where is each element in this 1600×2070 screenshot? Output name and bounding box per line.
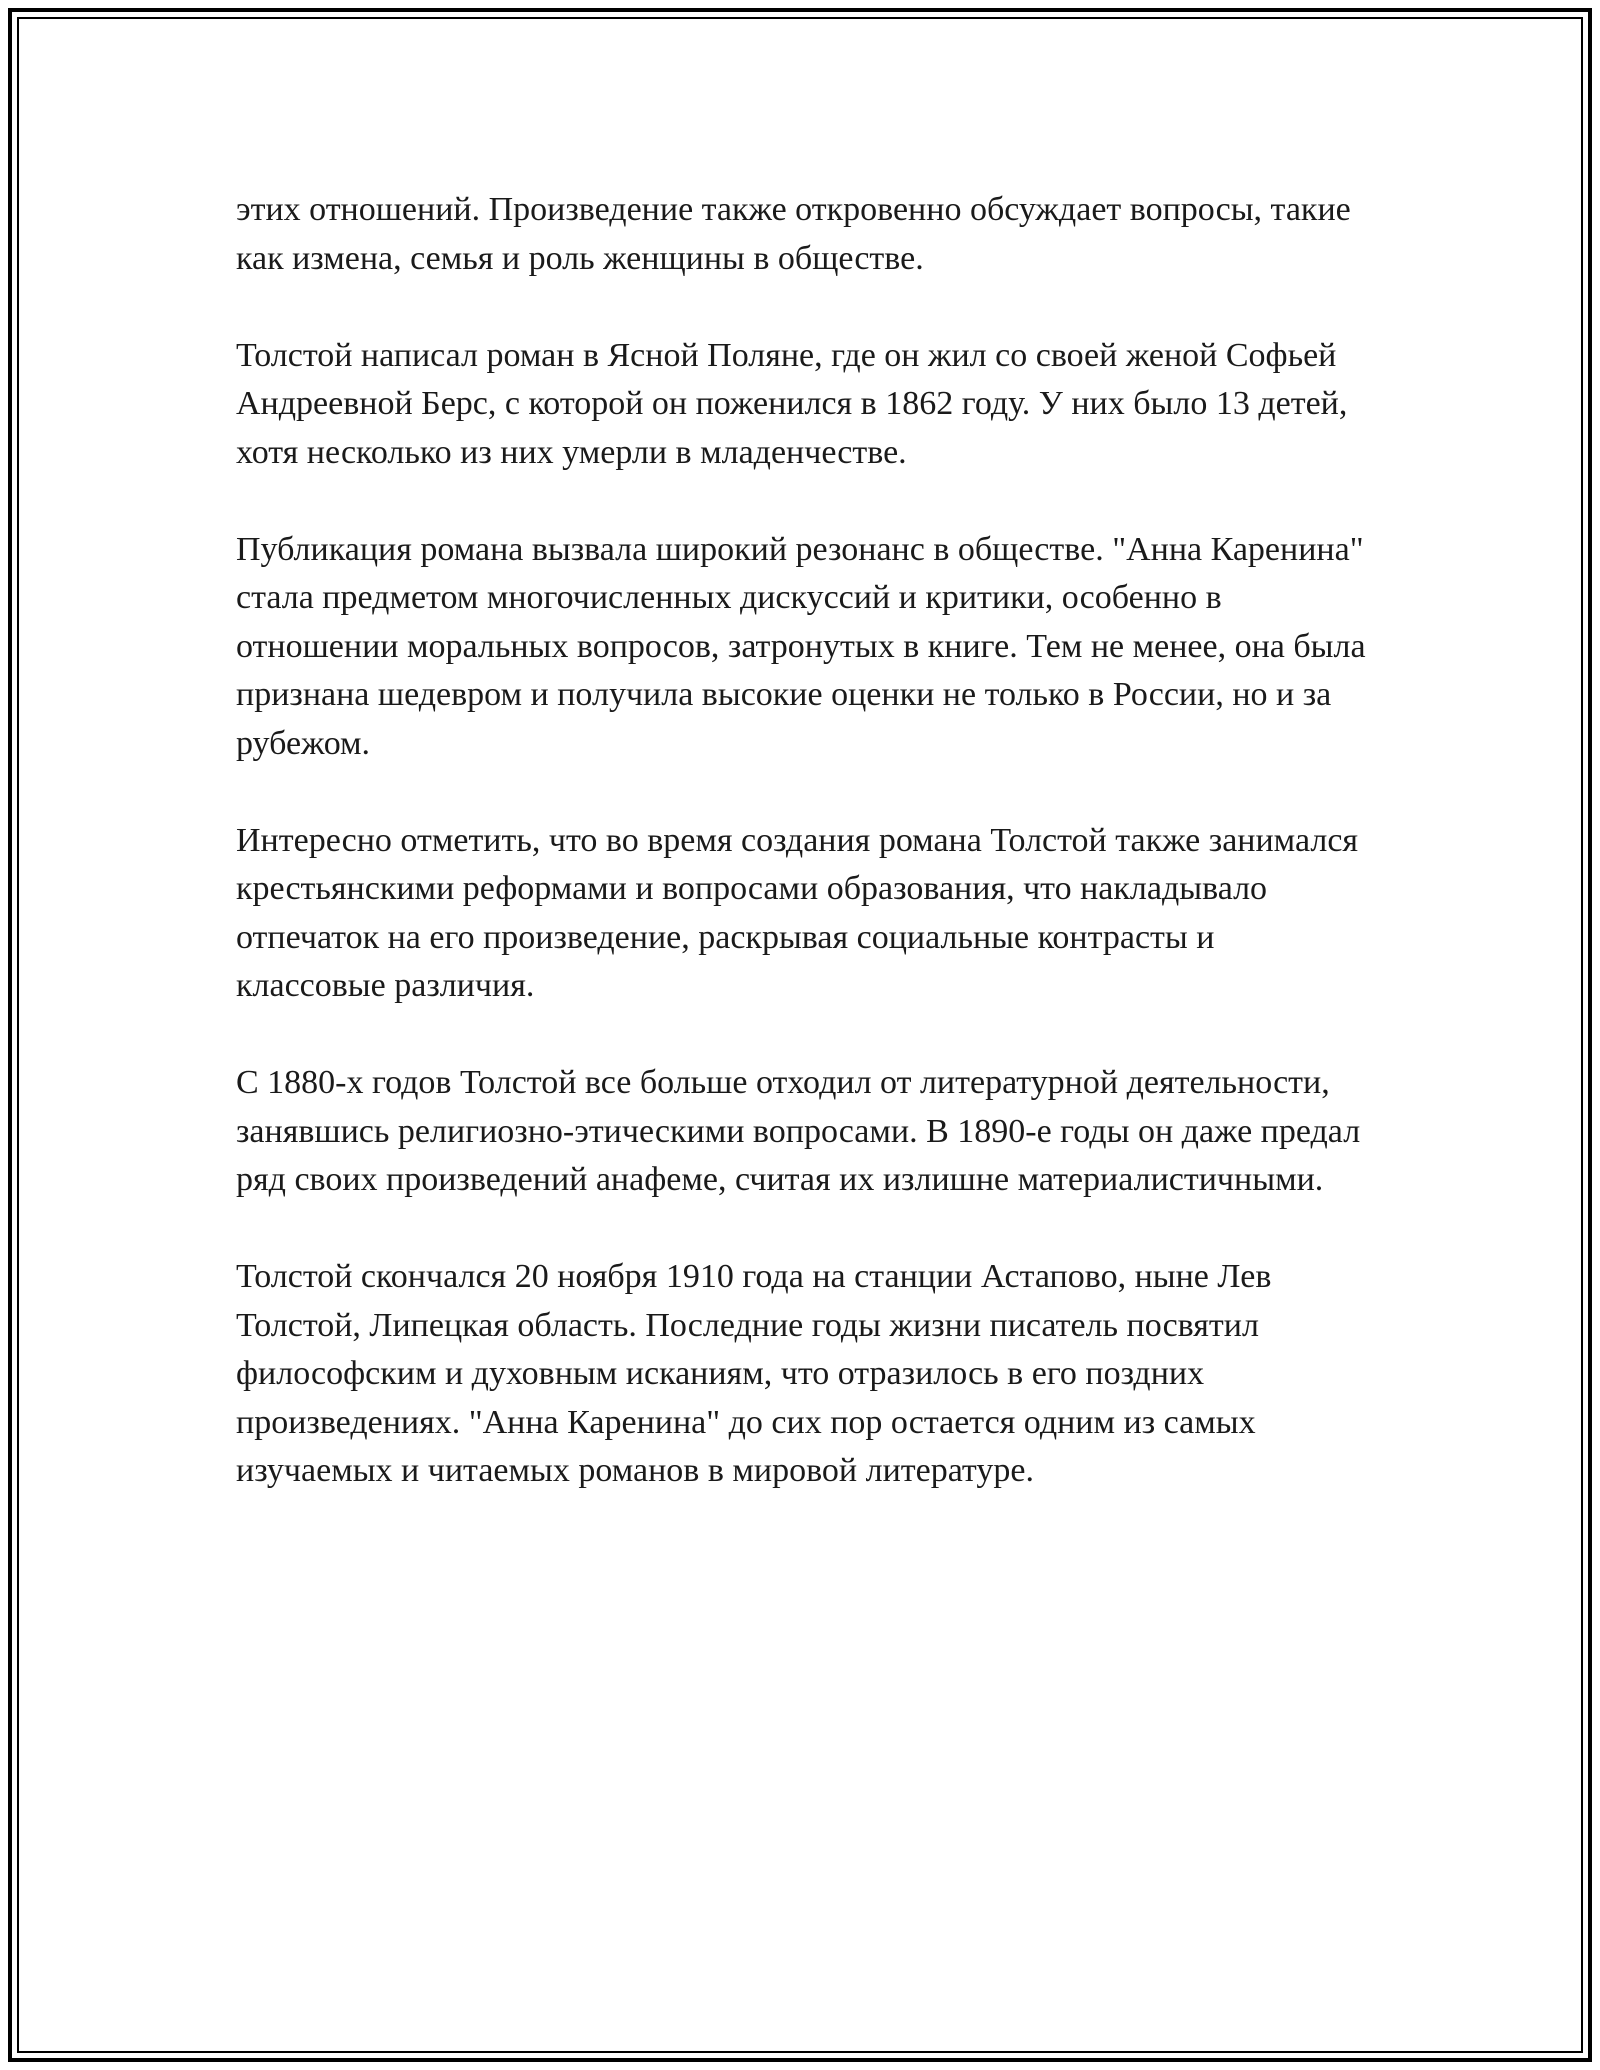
paragraph: Интересно отметить, что во время создания романа Толстой также занимался крестьянскими реформами и вопросами образования, что накладывало отпечаток на его произведение, раскрывая социальные контрасты и классовые различия. bbox=[236, 821, 1359, 1004]
paragraph: Публикация романа вызвала широкий резонанс в обществе. "Анна Каренина" стала предметом многочисленных дискуссий и критики, особенно в отношении моральных вопросов, затронутых в книге. Тем не менее, она была признана шедевром и получила высокие оценки не только в России, но и за рубежом. bbox=[236, 530, 1366, 762]
paragraph: С 1880-х годов Толстой все больше отходил от литературной деятельности, занявшись религиозно-этическими вопросами. В 1890-е годы он даже предал ряд своих произведений анафеме, считая их излишне материалистичными. bbox=[236, 1064, 1361, 1198]
paragraph: Толстой скончался 20 ноября 1910 года на станции Астапово, ныне Лев Толстой, Липецкая область. Последние годы жизни писатель посвятил философским и духовным исканиям, что отразилось в его поздних произведениях. "Анна Каренина" до сих пор остается одним из самых изучаемых и читаемых романов в мировой литературе. bbox=[236, 1258, 1272, 1489]
paragraph: Толстой написал роман в Ясной Поляне, где он жил со своей женой Софьей Андреевной Берс, с которой он поженился в 1862 году. У них было 13 детей, хотя несколько из них умерли в младенчестве. bbox=[236, 336, 1348, 471]
document-body bbox=[236, 186, 1366, 1544]
paragraph: этих отношений. Произведение также откровенно обсуждает вопросы, такие как измена, семья и роль женщины в обществе. bbox=[236, 191, 1351, 277]
